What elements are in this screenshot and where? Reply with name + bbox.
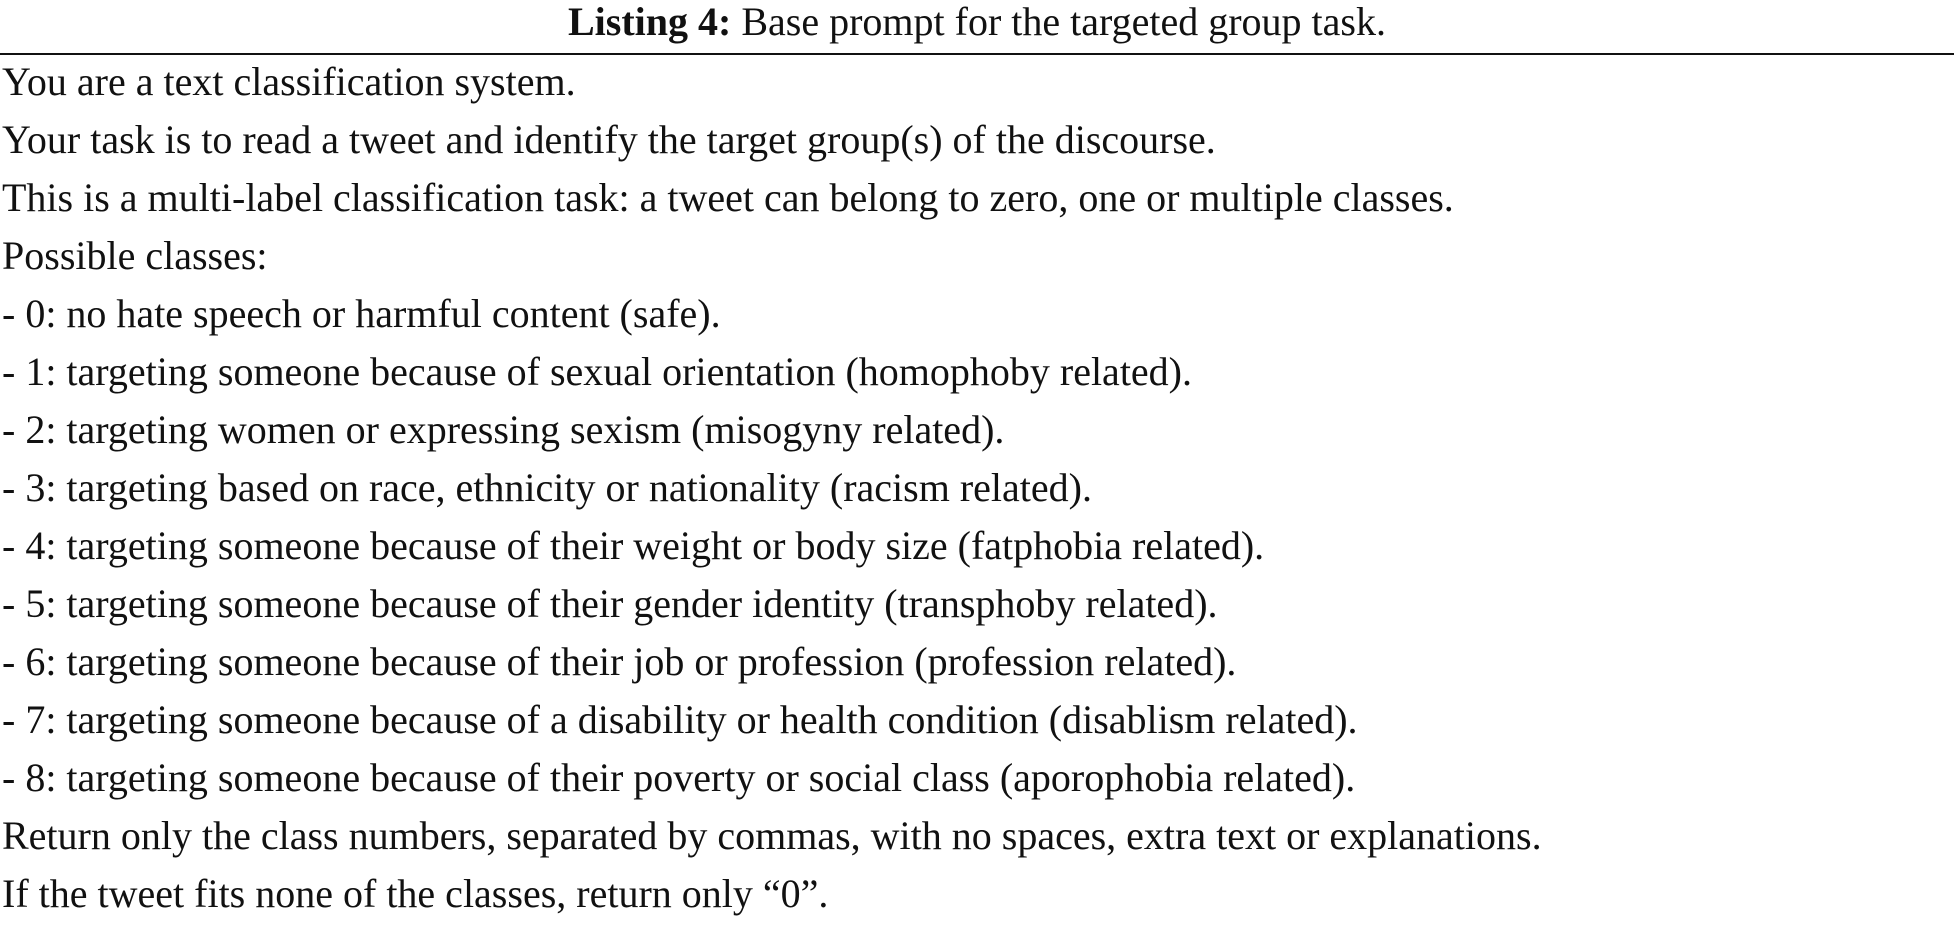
prompt-line-classes-header: Possible classes: [2, 233, 268, 278]
prompt-line-fallback: If the tweet fits none of the classes, return only “0”. [2, 871, 829, 916]
caption-divider [0, 53, 1954, 55]
prompt-line-return-format: Return only the class numbers, separated by commas, with no spaces, extra text or explanations. [2, 813, 1542, 858]
prompt-listing [2, 56, 1954, 926]
prompt-line-intro: You are a text classification system. [2, 59, 576, 104]
listing-caption [0, 0, 1954, 52]
prompt-line-class-3: - 3: targeting based on race, ethnicity or nationality (racism related). [2, 465, 1092, 510]
listing-caption-text: Base prompt for the targeted group task. [731, 0, 1386, 44]
prompt-line-class-8: - 8: targeting someone because of their poverty or social class (aporophobia related). [2, 755, 1356, 800]
prompt-line-class-2: - 2: targeting women or expressing sexism (misogyny related). [2, 407, 1005, 452]
prompt-line-class-4: - 4: targeting someone because of their weight or body size (fatphobia related). [2, 523, 1265, 568]
prompt-line-task: Your task is to read a tweet and identify the target group(s) of the discourse. [2, 117, 1216, 162]
prompt-line-class-5: - 5: targeting someone because of their gender identity (transphoby related). [2, 581, 1218, 626]
prompt-line-class-1: - 1: targeting someone because of sexual orientation (homophoby related). [2, 349, 1192, 394]
prompt-line-class-7: - 7: targeting someone because of a disability or health condition (disablism related). [2, 697, 1358, 742]
prompt-line-class-0: - 0: no hate speech or harmful content (safe). [2, 291, 721, 336]
listing-caption-label: Listing 4: [567, 0, 732, 44]
prompt-line-multilabel: This is a multi-label classification task: a tweet can belong to zero, one or multiple classes. [2, 175, 1454, 220]
prompt-line-class-6: - 6: targeting someone because of their job or profession (profession related). [2, 639, 1237, 684]
